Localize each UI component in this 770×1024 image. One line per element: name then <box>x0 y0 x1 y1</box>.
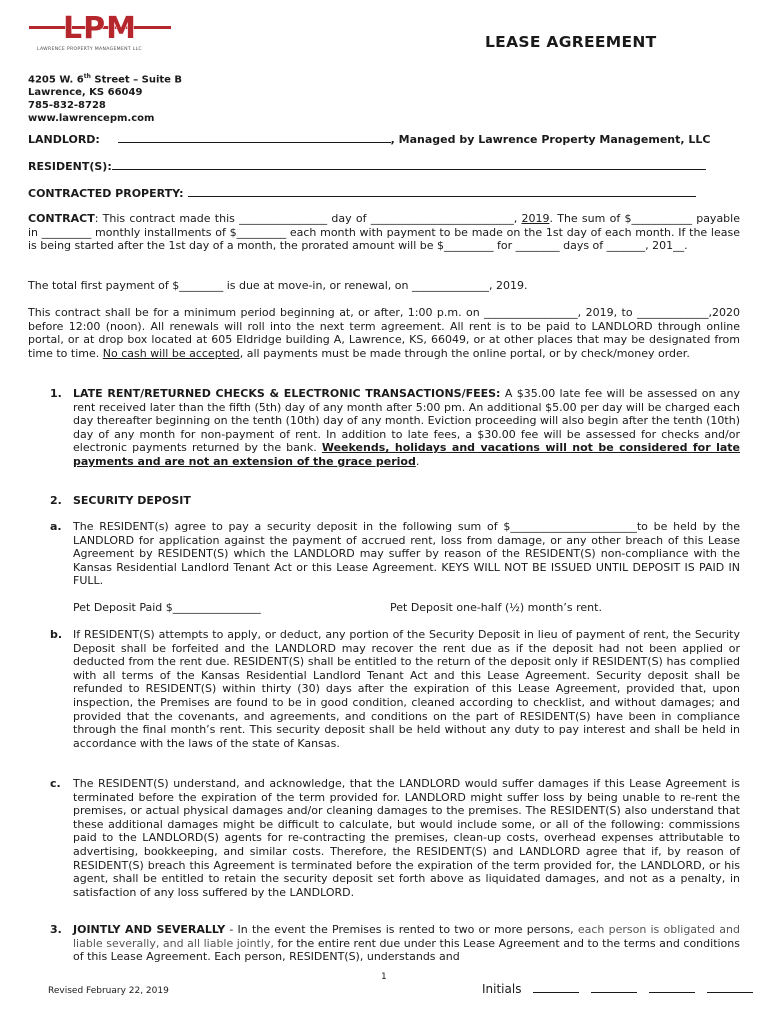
page-number: 1 <box>381 972 387 982</box>
property-field[interactable] <box>188 186 696 197</box>
section-jointly: 3. JOINTLY AND SEVERALLY - In the event the Premises is rented to two or more persons, each person is obligated and liable severally, and all liable jointly, for the entire rent due under this Lease Agreement and to the terms and conditions of this Lease Agreement. Each person, RESIDENT(S), understands and <box>50 923 741 964</box>
section-late-rent: 1. LATE RENT/RETURNED CHECKS & ELECTRONIC TRANSACTIONS/FEES: A $35.00 late fee will be assessed on any rent received later than the fifth (5th) day of any month after 5:00 pm. An additional $5.00 per day will be charged each day thereafter beginning on the tenth (10th) day of any month. Eviction proceeding will also begin after the tenth (10th) day of any month for non-payment of rent. In addition to late fees, a $30.00 fee will be assessed for checks and/or electronic payments returned by the bank. Weekends, holidays and vacations will not be considered for late payments and are not an extension of the grace period. <box>50 387 741 468</box>
pet-deposit-paid: Pet Deposit Paid $________________ <box>73 601 261 614</box>
term-paragraph: This contract shall be for a minimum period beginning at, or after, 1:00 p.m. on _________________, 2019, to _____________,2020 before 12:00 (noon). All renewals will roll into the next term agreement. All rent is to be paid to LANDLORD through online portal, or at drop box located at 605 Eldridge building A, Lawrence, KS, 66049, or at other places that may be designated from time to time. No cash will be accepted, all payments must be made through the online portal, or by check/money order. <box>28 306 740 360</box>
residents-row <box>28 159 706 174</box>
svg-text:LPM: LPM <box>63 12 137 42</box>
initials-field-3[interactable] <box>649 981 695 993</box>
residents-label: RESIDENT(S): <box>28 160 112 173</box>
initials-field-2[interactable] <box>591 981 637 993</box>
address-phone: 785-832-8728 <box>28 100 106 112</box>
landlord-suffix: , Managed by Lawrence Property Management, LLC <box>390 133 711 146</box>
lpm-logo-mark <box>29 12 171 42</box>
landlord-field[interactable] <box>118 132 391 143</box>
section-security-deposit: 2. SECURITY DEPOSIT <box>50 494 191 507</box>
address-web: www.lawrencepm.com <box>28 113 155 125</box>
initials-row <box>482 981 753 997</box>
first-payment-paragraph: The total first payment of $________ is due at move-in, or renewal, on ______________, 2019. <box>28 279 528 292</box>
section-2a: a. The RESIDENT(s) agree to pay a security deposit in the following sum of $_______________________to be held by the LANDLORD for application against the payment of accrued rent, loss from damage, or any other breach of this Lease Agreement by RESIDENT(S) which the LANDLORD may suffer by reason of the RESIDENT(S) non-compliance with the Kansas Residential Landlord Tenant Act or this Lease Agreement. KEYS WILL NOT BE ISSUED UNTIL DEPOSIT IS PAID IN FULL. <box>50 520 740 588</box>
pet-deposit-half: Pet Deposit one-half (½) month’s rent. <box>390 601 602 614</box>
revised-date: Revised February 22, 2019 <box>48 986 169 996</box>
initials-label: Initials <box>482 982 522 996</box>
property-row <box>28 186 696 201</box>
section-2c: c. The RESIDENT(S) understand, and acknowledge, that the LANDLORD would suffer damages if this Lease Agreement is terminated before the expiration of the term provided for. LANDLORD might suffer loss by being unable to re-rent the premises, or actual physical damages and/or cleaning damages to the premises. The RESIDENT(S) also understand that these additional damages might be difficult to calculate, but would include some, or all of the following: commissions paid to the LANDLORD(S) agents for re-contracting the premises, clean-up costs, overhead expenses attributable to advertising, bookkeeping, and similar costs. Therefore, the RESIDENT(S) and LANDLORD agree that if, by reason of RESIDENT(S) breach this Agreement is terminated before the expiration of the term provided for, the LANDLORD, or his agent, shall be entitled to retain the security deposit set forth above as liquidated damages, and not as a penalty, in satisfaction of any loss suffered by the LANDLORD. <box>50 777 740 899</box>
address-street: 4205 W. 6th Street – Suite B <box>28 73 183 86</box>
logo-subtitle: LAWRENCE PROPERTY MANAGEMENT LLC <box>37 47 142 52</box>
document-title: LEASE AGREEMENT <box>485 33 657 51</box>
initials-field-4[interactable] <box>707 981 753 993</box>
property-label: CONTRACTED PROPERTY: <box>28 187 184 200</box>
company-address <box>28 70 182 125</box>
residents-field[interactable] <box>112 159 706 170</box>
address-city: Lawrence, KS 66049 <box>28 87 143 99</box>
landlord-row <box>28 132 710 147</box>
lpm-logo <box>29 12 171 56</box>
initials-field-1[interactable] <box>533 981 579 993</box>
section-2b: b. If RESIDENT(S) attempts to apply, or deduct, any portion of the Security Deposit in lieu of payment of rent, the Security Deposit shall be forfeited and the LANDLORD may recover the rent due as if the deposit had not been applied or deducted from the rent due. RESIDENT(S) shall be entitled to the return of the deposit only if RESIDENT(S) has complied with all terms of the Kansas Residential Landlord Tenant Act and this Lease Agreement. Security deposit shall be refunded to RESIDENT(S) within thirty (30) days after the expiration of this Lease Agreement, provided that, upon inspection, the Premises are found to be in good condition, cleaned according to checklist, and without damages; and provided that the covenants, and agreements, and conditions on the part of RESIDENT(S) have been in compliance through the final month’s rent. This security deposit shall be held without any duty to pay interest and shall be held in accordance with the laws of the state of Kansas. <box>50 628 740 750</box>
contract-paragraph: CONTRACT: This contract made this ________________ day of __________________________, 2019. The sum of $___________ payable in _________ monthly installments of $_________ each month with payment to be made on the 1st day of each month. If the lease is being started after the 1st day of a month, the prorated amount will be $_________ for ________ days of _______, 201__. <box>28 212 740 253</box>
landlord-label: LANDLORD: <box>28 133 100 146</box>
